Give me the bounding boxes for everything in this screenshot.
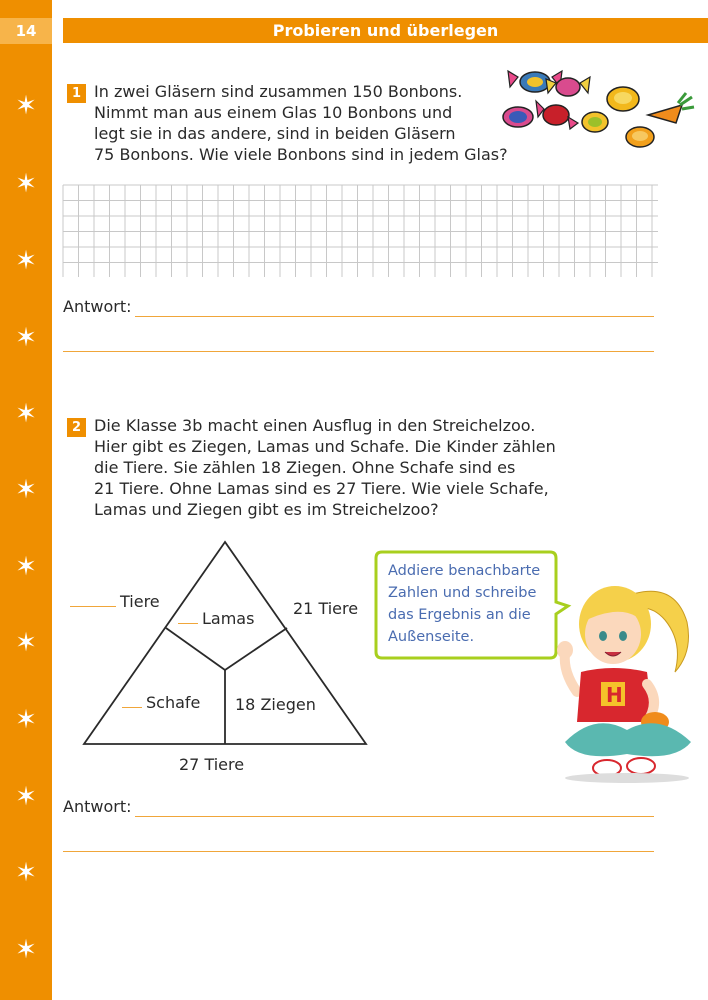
star-icon: ✶: [15, 246, 37, 276]
star-icon: ✶: [15, 858, 37, 888]
task-2-line: die Tiere. Sie zählen 18 Ziegen. Ohne Schafe sind es: [94, 458, 516, 477]
hint-line: das Ergebnis an die: [388, 607, 531, 623]
blank-field[interactable]: [122, 707, 142, 708]
answer-line[interactable]: [135, 316, 654, 317]
star-icon: ✶: [15, 475, 37, 505]
task-2-line: 21 Tiere. Ohne Lamas sind es 27 Tiere. Wie viele Schafe,: [94, 479, 549, 498]
answer-grid[interactable]: [0, 0, 708, 300]
triangle-left-outer-text: Tiere: [120, 592, 160, 611]
star-icon: ✶: [15, 399, 37, 429]
star-icon: ✶: [15, 169, 37, 199]
answer-line[interactable]: [63, 351, 654, 352]
task-2-line: Hier gibt es Ziegen, Lamas und Schafe. Die Kinder zählen: [94, 437, 556, 456]
blank-field[interactable]: [178, 623, 198, 624]
star-icon: ✶: [15, 552, 37, 582]
task-2-text: [94, 415, 556, 520]
star-icon: ✶: [15, 935, 37, 965]
star-icon: ✶: [15, 91, 37, 121]
hint-line: Addiere benachbarte: [388, 563, 541, 579]
task-1-line: legt sie in das andere, sind in beiden Gläsern: [94, 124, 456, 143]
triangle-bottom-outer: 27 Tiere: [179, 755, 245, 774]
triangle-left-outer: [70, 592, 160, 611]
svg-text:H: H: [606, 683, 623, 707]
answer-label: Antwort:: [63, 797, 132, 816]
hint-line: Zahlen und schreibe: [388, 585, 537, 601]
triangle-top-inner-text: Lamas: [202, 609, 255, 628]
task-1-number: 1: [67, 84, 86, 103]
triangle-top-inner: [178, 609, 254, 628]
task-2-line: Lamas und Ziegen gibt es im Streichelzoo?: [94, 500, 439, 519]
blank-field[interactable]: [70, 606, 116, 607]
hint-text: [388, 560, 540, 648]
star-icon: ✶: [15, 782, 37, 812]
star-icon: ✶: [15, 628, 37, 658]
hint-line: Außenseite.: [388, 629, 475, 645]
triangle-right-inner: 18 Ziegen: [235, 695, 316, 714]
triangle-diagram: [80, 538, 372, 750]
task-1-line: Nimmt man aus einem Glas 10 Bonbons und: [94, 103, 453, 122]
girl-illustration: [555, 572, 700, 784]
answer-line[interactable]: [63, 851, 654, 852]
triangle-left-inner-text: Schafe: [146, 693, 201, 712]
task-2-line: Die Klasse 3b macht einen Ausflug in den Streichelzoo.: [94, 416, 536, 435]
star-icon: ✶: [15, 705, 37, 735]
answer-line[interactable]: [135, 816, 654, 817]
page-header: Probieren und überlegen: [63, 18, 708, 43]
star-icon: ✶: [15, 323, 37, 353]
answer-label: Antwort:: [63, 297, 132, 316]
triangle-right-outer: 21 Tiere: [293, 599, 359, 618]
triangle-left-inner: [122, 693, 200, 712]
page-number: 14: [0, 18, 52, 44]
task-1-line: 75 Bonbons. Wie viele Bonbons sind in jedem Glas?: [94, 145, 508, 164]
task-2-number: 2: [67, 418, 86, 437]
task-1-line: In zwei Gläsern sind zusammen 150 Bonbons.: [94, 82, 463, 101]
